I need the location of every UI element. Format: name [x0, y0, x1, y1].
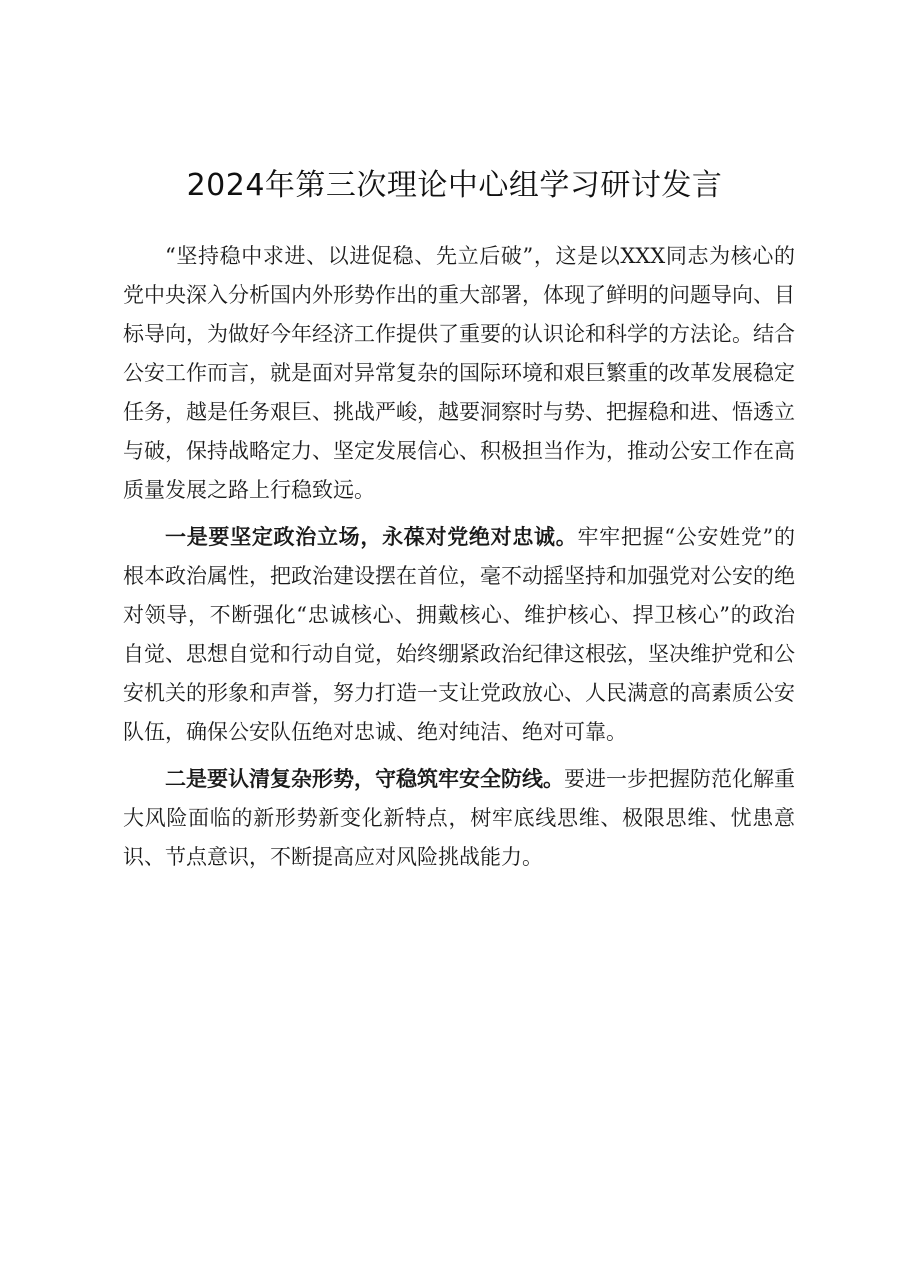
document-title: 2024年第三次理论中心组学习研讨发言 [186, 168, 723, 203]
paragraph-text: “坚持稳中求进、以进促稳、先立后破”，这是以XXX同志为核心的党中央深入分析国内外形势作出的重大部署，体现了鲜明的问题导向、目标导向，为做好今年经济工作提供了重要的认识论和科学的方法论。结合公安工作而言，就是面对异常复杂的国际环境和艰巨繁重的改革发展稳定任务，越是任务艰巨、挑战严峻，越要洞察时与势、把握稳和进、悟透立与破，保持战略定力、坚定发展信心、积极担当作为，推动公安工作在高质量发展之路上行稳致远。 [123, 244, 795, 502]
paragraph-lead: 一是要坚定政治立场，永葆对党绝对忠诚。 [165, 525, 578, 549]
paragraph-text: 牢牢把握“公安姓党”的根本政治属性，把政治建设摆在首位，毫不动摇坚持和加强党对公安的绝对领导，不断强化“忠诚核心、拥戴核心、维护核心、捍卫核心”的政治自觉、思想自觉和行动自觉，始终绷紧政治纪律这根弦，坚决维护党和公安机关的形象和声誉，努力打造一支让党政放心、人民满意的高素质公安队伍，确保公安队伍绝对忠诚、绝对纯洁、绝对可靠。 [123, 525, 795, 744]
document-body [123, 237, 795, 885]
paragraph-point-2 [123, 760, 795, 877]
paragraph-point-1 [123, 518, 795, 752]
paragraph-text: 要进一步把握防范化解重大风险面临的新形势新变化新特点，树牢底线思维、极限思维、忧患意识、节点意识，不断提高应对风险挑战能力。 [123, 767, 795, 869]
paragraph-lead: 二是要认清复杂形势，守稳筑牢安全防线。 [165, 767, 564, 791]
paragraph-intro [123, 237, 795, 510]
